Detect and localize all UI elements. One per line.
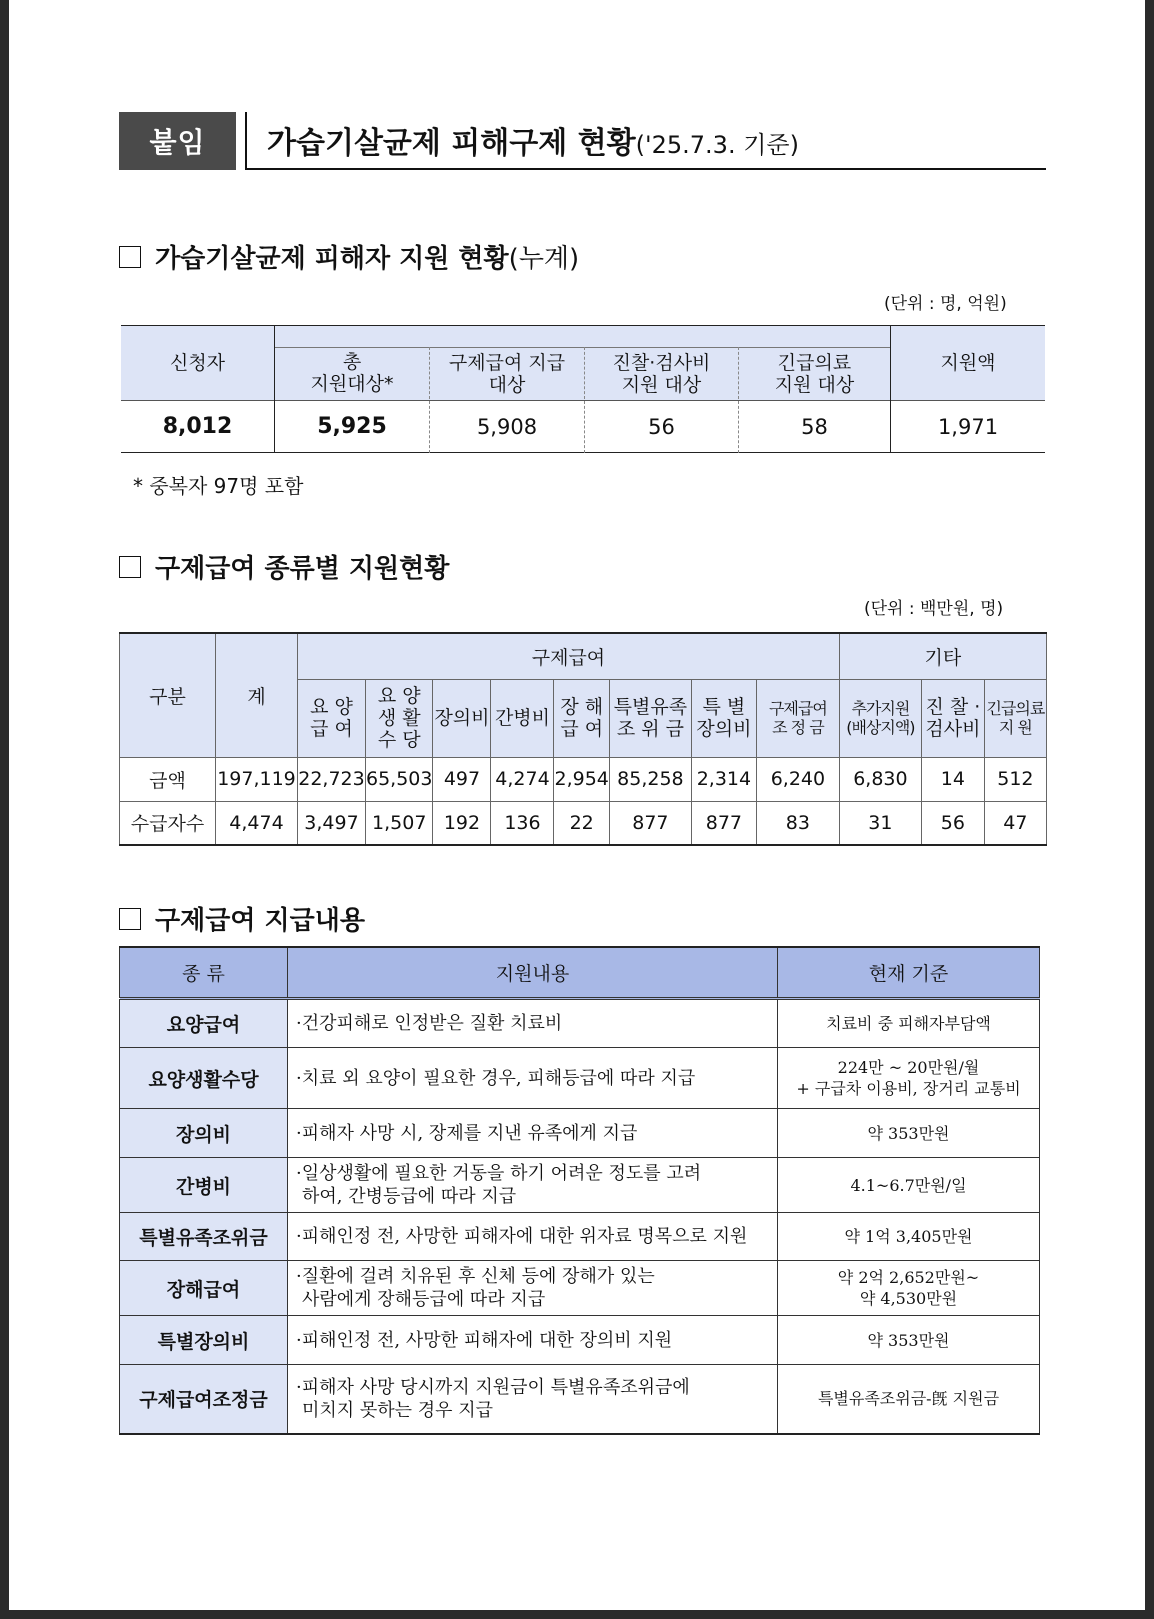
section2-unit: (단위 : 백만원, 명) [864,599,1004,619]
table-cell: 2,954 [554,757,609,801]
table-cell: 136 [491,801,554,845]
header-support-amount: 지원액 [940,351,996,374]
row-label: 수급자수 [120,801,216,845]
document-page [9,0,1145,1610]
table-cell: 3,497 [298,801,366,845]
relief-description: ·일상생활에 필요한 거동을 하기 어려운 정도를 고려 하여, 간병등급에 따라 지급 [288,1158,778,1213]
header-other-group: 기타 [839,633,1046,679]
table-row [120,1048,1040,1109]
relief-standard: 치료비 중 피해자부담액 [778,999,1040,1048]
attachment-badge: 붙임 [119,112,236,170]
header-total: 계 [216,633,298,757]
table-row [120,1109,1040,1158]
table-cell: 6,830 [839,757,921,801]
section3-heading [119,900,365,937]
page-title-date: ('25.7.3. 기준) [635,131,799,159]
value-relief-targets: 5,908 [476,414,538,439]
checkbox-square-icon [119,246,141,268]
subheader-10: 긴급의료 지 원 [984,679,1046,757]
table-row [120,1261,1040,1316]
relief-standard: 4.1~6.7만원/일 [778,1158,1040,1213]
header-exam-targets: 진찰·검사비 지원 대상 [612,351,711,396]
relief-standard: 약 1억 3,405만원 [778,1213,1040,1261]
subheader-0: 요 양 급 여 [298,679,366,757]
table-row [120,1365,1040,1434]
relief-standard: 약 353만원 [778,1109,1040,1158]
table-cell: 6,240 [756,757,839,801]
value-support-amount: 1,971 [937,414,999,439]
checkbox-square-icon [119,556,141,578]
section1-unit: (단위 : 명, 억원) [884,294,1007,314]
header-underline [245,168,1046,170]
section1-heading [119,238,579,275]
table-cell: 197,119 [216,757,298,801]
header-emergency-targets: 긴급의료 지원 대상 [774,351,855,396]
subheader-4: 장 해 급 여 [554,679,609,757]
subheader-3: 간병비 [491,679,554,757]
table-cell: 4,274 [491,757,554,801]
subheader-7: 구제급여 조 정 금 [756,679,839,757]
relief-kind: 요양급여 [120,999,288,1048]
section3-title: 구제급여 지급내용 [155,906,365,936]
table-cell: 497 [433,757,491,801]
checkbox-square-icon [119,908,141,930]
table-cell: 4,474 [216,801,298,845]
subheader-6: 특 별 장의비 [691,679,756,757]
relief-description: ·건강피해로 인정받은 질환 치료비 [288,999,778,1048]
relief-description: ·치료 외 요양이 필요한 경우, 피해등급에 따라 지급 [288,1048,778,1109]
table-row [120,1316,1040,1365]
section2-title: 구제급여 종류별 지원현황 [155,554,450,584]
relief-kind: 특별장의비 [120,1316,288,1365]
table-row [120,1158,1040,1213]
header-divider [245,112,247,170]
section2-heading [119,548,449,585]
value-total-targets: 5,925 [317,413,387,439]
relief-kind: 간병비 [120,1158,288,1213]
subheader-1: 요 양 생 활 수 당 [366,679,433,757]
relief-standard: 224만 ~ 20만원/월 + 구급차 이용비, 장거리 교통비 [778,1048,1040,1109]
relief-kind: 구제급여조정금 [120,1365,288,1434]
relief-description: ·질환에 걸려 치유된 후 신체 등에 장해가 있는 사람에게 장해등급에 따라 지급 [288,1261,778,1316]
table-cell: 83 [756,801,839,845]
header-relief-targets: 구제급여 지급 대상 [448,351,566,396]
page-title [267,118,799,162]
value-exam-targets: 56 [648,414,675,439]
table-cell: 192 [433,801,491,845]
page-title-main: 가습기살균제 피해구제 현황 [267,126,636,161]
table-cell: 1,507 [366,801,433,845]
relief-description: ·피해자 사망 시, 장제를 지낸 유족에게 지급 [288,1109,778,1158]
relief-description: ·피해인정 전, 사망한 피해자에 대한 위자료 명목으로 지원 [288,1213,778,1261]
relief-kind: 장의비 [120,1109,288,1158]
table-cell: 22 [554,801,609,845]
table-cell: 512 [984,757,1046,801]
header-kind: 종 류 [120,947,288,999]
header-total-targets: 총 지원대상* [310,350,394,395]
section1-title: 가습기살균제 피해자 지원 현황 [155,244,509,274]
table-row [120,999,1040,1048]
section1-title-sub: (누계) [508,244,580,274]
table-cell: 85,258 [609,757,691,801]
relief-kind: 요양생활수당 [120,1048,288,1109]
header-content: 지원내용 [288,947,778,999]
table-cell: 22,723 [298,757,366,801]
subheader-8: 추가지원 (배상지액) [839,679,921,757]
value-emergency-targets: 58 [801,414,828,439]
relief-by-type-table [119,632,1047,846]
table-cell: 877 [691,801,756,845]
relief-kind: 특별유족조위금 [120,1213,288,1261]
table-cell: 877 [609,801,691,845]
relief-standard: 약 2억 2,652만원~ 약 4,530만원 [778,1261,1040,1316]
header-relief-group: 구제급여 [298,633,840,679]
table-row [120,1213,1040,1261]
subheader-2: 장의비 [433,679,491,757]
relief-standard: 특별유족조위금-旣 지원금 [778,1365,1040,1434]
header-standard: 현재 기준 [778,947,1040,999]
row-label: 금액 [120,757,216,801]
subheader-5: 특별유족 조 위 금 [609,679,691,757]
section1-footnote: * 중복자 97명 포함 [133,474,304,498]
relief-description: ·피해인정 전, 사망한 피해자에 대한 장의비 지원 [288,1316,778,1365]
table-cell: 2,314 [691,757,756,801]
value-applicants: 8,012 [162,413,233,439]
relief-kind: 장해급여 [120,1261,288,1316]
table-line [121,452,1045,453]
header-category: 구분 [120,633,216,757]
table-cell: 14 [921,757,984,801]
table-cell: 47 [984,801,1046,845]
relief-content-table [119,946,1040,1435]
support-summary-table [121,325,1045,453]
relief-standard: 약 353만원 [778,1316,1040,1365]
table-cell: 65,503 [366,757,433,801]
table-cell: 31 [839,801,921,845]
table-cell: 56 [921,801,984,845]
subheader-9: 진 찰 · 검사비 [921,679,984,757]
header-applicants: 신청자 [169,351,226,374]
relief-description: ·피해자 사망 당시까지 지원금이 특별유족조위금에 미치지 못하는 경우 지급 [288,1365,778,1434]
